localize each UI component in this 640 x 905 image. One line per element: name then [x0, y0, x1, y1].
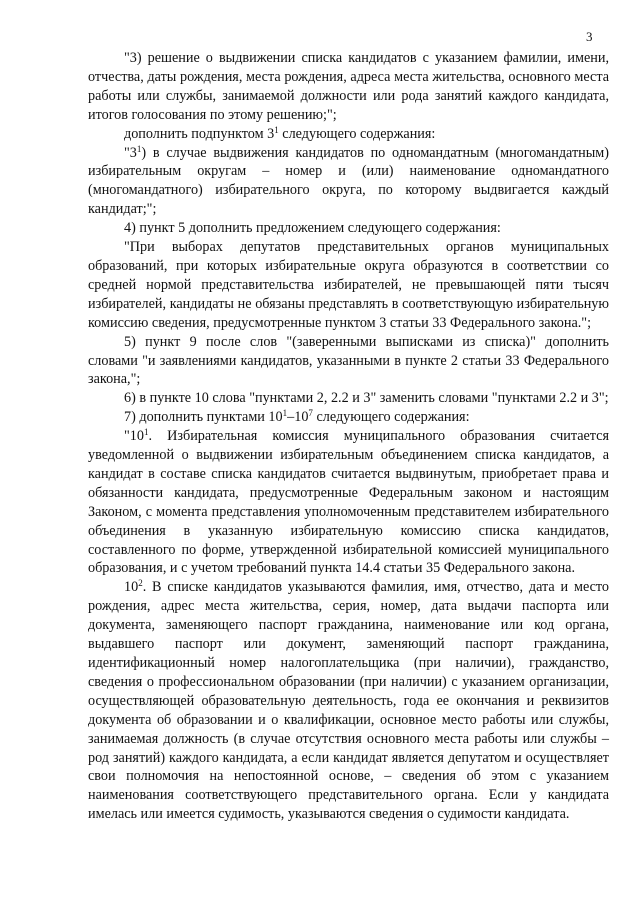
- paragraph-item-6: 6) в пункте 10 слова "пунктами 2, 2.2 и 3" заменить словами "пунктами 2.2 и 3";: [124, 390, 609, 407]
- superscript: 1: [282, 408, 288, 419]
- superscript: 7: [308, 408, 313, 419]
- paragraph-item-3: "3) решение о выдвижении списка кандидатов с указанием фамилии, имени, отчества, даты рождения, места рождения, адреса места жительства, основного места работы или службы, занимаемой должности или рода занятий каждого кандидата, итогов голосования по этому решению;";: [88, 50, 609, 123]
- superscript: 1: [274, 124, 279, 135]
- document-body: [88, 49, 609, 824]
- page-number: 3: [586, 29, 593, 44]
- paragraph-point-10-2: [88, 578, 609, 824]
- paragraph-item-7: [88, 408, 609, 427]
- text: 10: [124, 579, 139, 596]
- superscript: 2: [138, 578, 143, 589]
- superscript: 1: [143, 427, 149, 438]
- text: "10: [124, 428, 144, 445]
- text: . В списке кандидатов указываются фамилия, имя, отчество, дата и место рождения, адрес места жительства, серия, номер, дата выдачи паспорта или документа, заменяющего паспорт гражданина, наименование или код органа, выдавшего паспорт или документ, заменяющий паспорт гражданина, идентификационный номер налогоплательщика (при наличии), гражданство, сведения о профессиональном образовании (при наличии) с указанием организации, осуществляющей образовательную деятельность, года ее окончания и реквизитов документа об образовании и о квалификации, основное место работы или службы, занимаемая должность (в случае отсутствия основного места работы или службы – род занятий) каждого кандидата, а если кандидат является депутатом и осуществляет свои полномочия на непостоянной основе, – сведения об этом с указанием наименования соответствующего представительного органа. Если у кандидата имелась или имеется судимость, указываются сведения о судимости кандидата.: [88, 579, 609, 823]
- paragraph-add-subitem-3-1: [88, 125, 609, 144]
- superscript: 1: [136, 143, 142, 154]
- paragraph-subitem-3-1: [88, 144, 609, 220]
- paragraph-item-5: 5) пункт 9 после слов "(заверенными выписками из списка)" дополнить словами "и заявлениями кандидатов, указанными в пункте 2 статьи 33 Федерального закона,";: [88, 333, 609, 388]
- text: 7) дополнить пунктами 10: [124, 409, 283, 426]
- text: –10: [287, 409, 309, 426]
- paragraph-point-10-1: [88, 427, 609, 578]
- text: "3: [124, 144, 137, 161]
- paragraph-quote-item-5: "При выборах депутатов представительных органов муниципальных образований, при которых избирательные округа образуются в соответствии со средней нормой представительства избирателей, не превышающей пяти тысяч избирателей, кандидаты не обязаны представлять в соответствующую избирательную комиссию сведения, предусмотренные пунктом 3 статьи 33 Федерального закона.";: [88, 239, 609, 331]
- text: следующего содержания:: [312, 409, 470, 426]
- text: ) в случае выдвижения кандидатов по одномандатным (многомандатным) избирательным округам – номер и (или) наименование одномандатного (многомандатного) избирательного округа, по которому выдвигается каждый кандидат;";: [88, 144, 609, 218]
- paragraph-item-4: 4) пункт 5 дополнить предложением следующего содержания:: [124, 220, 501, 237]
- text: дополнить подпунктом 3: [124, 125, 275, 142]
- text: следующего содержания:: [278, 125, 436, 142]
- text: . Избирательная комиссия муниципального образования считается уведомленной о выдвижении избирательным объединением списка кандидатов, а кандидат в составе списка кандидатов считается выдвинутым, приобретает права и обязанности кандидата, предусмотренные Федеральным законом и настоящим Законом, с момента представления уполномоченным представителем избирательного объединения в указанную избирательную комиссию списка кандидатов, составленного по форме, утвержденной избирательной комиссией муниципального образования, и с учетом требований пункта 14.4 статьи 35 Федерального закона.: [88, 428, 609, 577]
